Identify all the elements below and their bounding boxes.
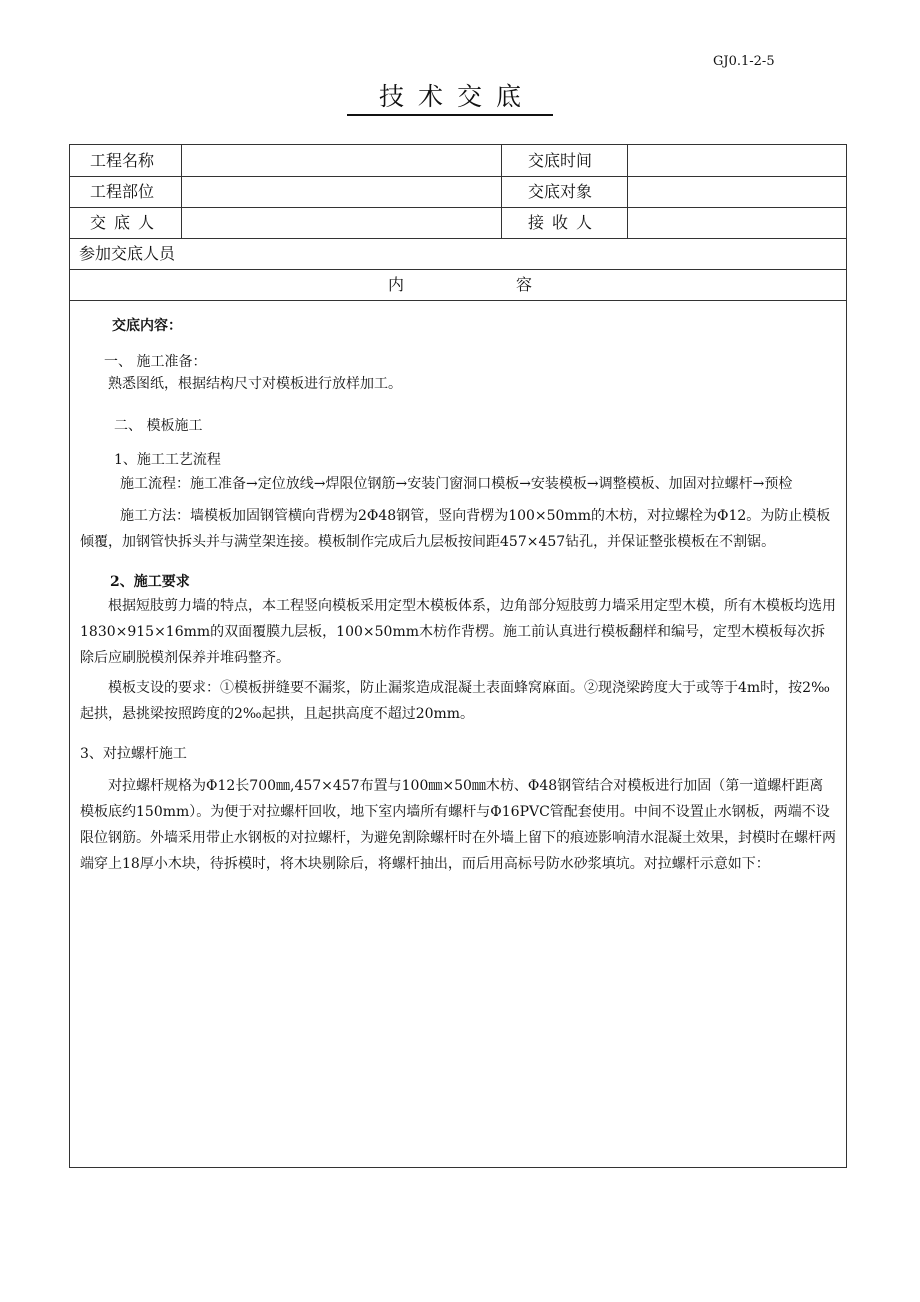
- handover-time-field[interactable]: [628, 145, 846, 176]
- project-name-label: 工程名称: [90, 151, 155, 170]
- section-3-para-1: 对拉螺杆规格为Φ12长700㎜,457×457布置与100㎜×50㎜木枋、Φ48钢管结合对模板进行加固（第一道螺杆距离模板底约150mm）。为便于对拉螺杆回收，地下室内墙所有螺杆与Φ16PVC管配套使用。中间不设置止水钢板，两端不设限位钢筋。外墙采用带止水钢板的对拉螺杆，为避免割除螺杆时在外墙上留下的痕迹影响清水混凝土效果，封模时在螺杆两端穿上18厚小木块，待拆模时，将木块剔除后，将螺杆抽出，而后用高标号防水砂浆填坑。对拉螺杆示意如下：: [80, 778, 836, 872]
- handover-person-label: 交底人: [90, 213, 163, 232]
- project-name-field[interactable]: [182, 145, 500, 176]
- section-3-title: 3、对拉螺杆施工: [80, 746, 187, 762]
- content-heading: 交底内容：: [112, 318, 182, 334]
- content-label-1: 内: [388, 275, 405, 294]
- participants-label: 参加交底人员: [79, 244, 176, 263]
- subsection-2-1-flow: 施工流程：施工准备→定位放线→焊限位钢筋→安装门窗洞口模板→安装模板→调整模板、加固对拉螺杆→预检: [120, 476, 793, 492]
- handover-form: [69, 144, 847, 1168]
- handover-target-field[interactable]: [628, 176, 846, 207]
- handover-person-field[interactable]: [182, 207, 500, 238]
- column-divider: [501, 145, 502, 238]
- receiver-label: 接收人: [528, 213, 601, 232]
- section-1-title: 一、 施工准备：: [104, 354, 207, 370]
- handover-time-label: 交底时间: [528, 151, 593, 170]
- row-divider: [70, 269, 846, 270]
- receiver-field[interactable]: [628, 207, 846, 238]
- document-code: GJ0.1-2-5: [713, 54, 775, 69]
- subsection-2-2-para-1: 根据短肢剪力墙的特点，本工程竖向模板采用定型木模板体系，边角部分短肢剪力墙采用定型木模，所有木模板均选用1830×915×16mm的双面覆膜九层板，100×50mm木枋作背楞。施工前认真进行模板翻样和编号，定型木模板每次拆除后应刷脱模剂保养并堆码整齐。: [80, 598, 836, 666]
- subsection-2-2-para-2: 模板支设的要求：①模板拼缝要不漏浆，防止漏浆造成混凝土表面蜂窝麻面。②现浇梁跨度大于或等于4m时，按2‰起拱，悬挑梁按照跨度的2‰起拱，且起拱高度不超过20mm。: [80, 680, 830, 722]
- section-1-text: 熟悉图纸，根据结构尺寸对模板进行放样加工。: [108, 376, 402, 392]
- section-2-title: 二、 模板施工: [114, 418, 203, 434]
- subsection-2-1-title: 1、施工工艺流程: [114, 452, 221, 468]
- document-title: 技术交底: [347, 80, 553, 116]
- handover-target-label: 交底对象: [528, 182, 593, 201]
- project-part-label: 工程部位: [90, 182, 155, 201]
- handover-content: [80, 301, 837, 877]
- subsection-2-1-method: 施工方法：墙模板加固钢管横向背楞为2Φ48钢管，竖向背楞为100×50mm的木枋，对拉螺栓为Φ12。为防止模板倾覆，加钢管快拆头并与满堂架连接。模板制作完成后九层板按间距457×457钻孔，并保证整张模板在不割锯。: [80, 508, 831, 550]
- subsection-2-2-title: 2、施工要求: [110, 574, 190, 590]
- content-label-2: 容: [516, 275, 533, 294]
- project-part-field[interactable]: [182, 176, 500, 207]
- row-divider: [70, 238, 846, 239]
